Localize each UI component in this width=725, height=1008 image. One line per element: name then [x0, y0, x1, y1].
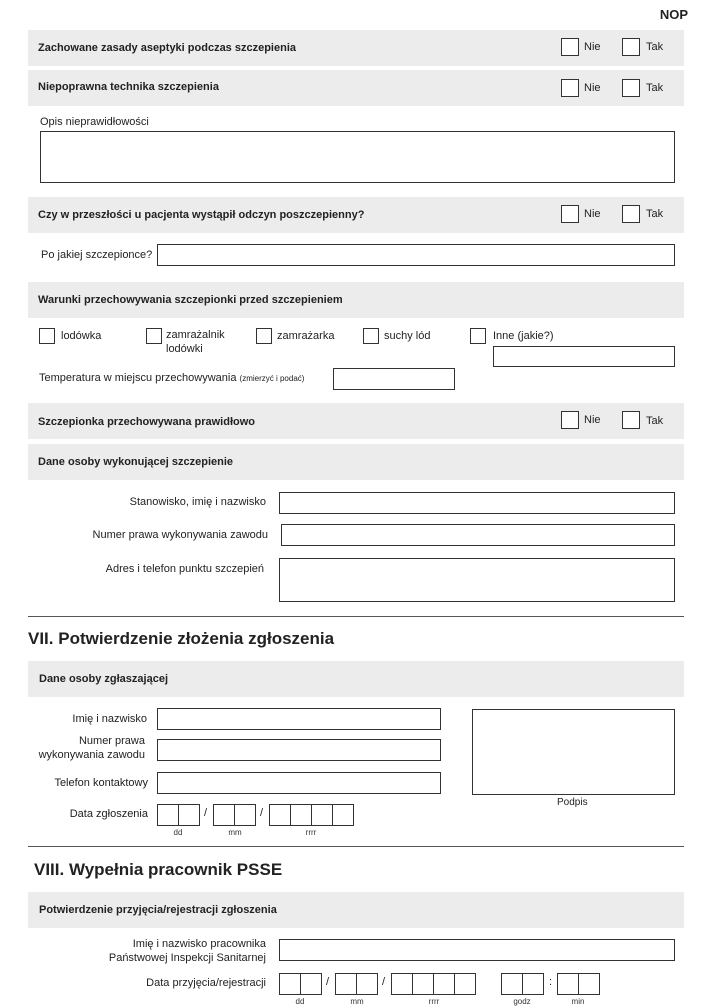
- opis-textarea[interactable]: [40, 131, 675, 183]
- technika-tak-checkbox[interactable]: [622, 79, 640, 97]
- reporter-date-d1[interactable]: [157, 804, 179, 826]
- reporter-date-dd-caption: dd: [173, 828, 183, 837]
- aseptyka-label: Zachowane zasady aseptyki podczas szczepienia: [38, 42, 296, 54]
- prawidlowo-label: Szczepionka przechowywana prawidłowo: [38, 416, 255, 428]
- registration-date-y4[interactable]: [454, 973, 476, 995]
- registration-hour-2[interactable]: [522, 973, 544, 995]
- temp-label-text: Temperatura w miejscu przechowywania: [39, 372, 237, 384]
- aseptyka-nie-label: Nie: [584, 41, 601, 53]
- technika-nie-label: Nie: [584, 82, 601, 94]
- zamrazalnik-line1: zamrażalnik: [166, 329, 225, 341]
- reporter-date-mm-caption: mm: [228, 828, 242, 837]
- temp-input[interactable]: [333, 368, 455, 390]
- inne-label: Inne (jakie?): [493, 330, 554, 342]
- reporter-phone-input[interactable]: [157, 772, 441, 794]
- reporter-date-d2[interactable]: [178, 804, 200, 826]
- position-label: Stanowisko, imię i nazwisko: [129, 496, 266, 508]
- psse-header-row: [28, 892, 684, 928]
- suchy-lod-checkbox[interactable]: [363, 328, 379, 344]
- technika-nie-checkbox[interactable]: [561, 79, 579, 97]
- reporter-license-label: [39, 734, 145, 762]
- odczyn-nie-label: Nie: [584, 208, 601, 220]
- reporter-phone-label: Telefon kontaktowy: [54, 777, 148, 789]
- inne-input[interactable]: [493, 346, 675, 367]
- address-input[interactable]: [279, 558, 675, 602]
- reporter-header: Dane osoby zgłaszającej: [39, 673, 168, 685]
- registration-date-label: Data przyjęcia/rejestracji: [146, 977, 266, 989]
- registration-date-y2[interactable]: [412, 973, 434, 995]
- reporter-date-m1[interactable]: [213, 804, 235, 826]
- license-label: Numer prawa wykonywania zawodu: [92, 529, 268, 541]
- temp-label: [39, 372, 304, 384]
- odczyn-tak-checkbox[interactable]: [622, 205, 640, 223]
- zamrazarka-checkbox[interactable]: [256, 328, 272, 344]
- vaccinator-header: Dane osoby wykonującej szczepienie: [38, 456, 234, 468]
- reporter-date-label: Data zgłoszenia: [69, 808, 148, 820]
- po-jakiej-input[interactable]: [157, 244, 675, 266]
- registration-date-d2[interactable]: [300, 973, 322, 995]
- section-divider-8: [28, 846, 684, 847]
- odczyn-tak-label: Tak: [646, 208, 664, 220]
- aseptyka-tak-checkbox[interactable]: [622, 38, 640, 56]
- reporter-date-slash-2: /: [260, 807, 264, 819]
- reporter-license-line2: wykonywania zawodu: [38, 749, 145, 761]
- employee-input[interactable]: [279, 939, 675, 961]
- address-label: Adres i telefon punktu szczepień: [105, 563, 264, 575]
- form-code: NOP: [659, 7, 688, 22]
- prawidlowo-tak-checkbox[interactable]: [622, 411, 640, 429]
- registration-date-m1[interactable]: [335, 973, 357, 995]
- odczyn-nie-checkbox[interactable]: [561, 205, 579, 223]
- zamrazalnik-label: [166, 328, 225, 356]
- opis-label: Opis nieprawidłowości: [40, 116, 149, 128]
- reporter-date-y2[interactable]: [290, 804, 312, 826]
- lodowka-checkbox[interactable]: [39, 328, 55, 344]
- section8-title: VIII. Wypełnia pracownik PSSE: [34, 860, 283, 879]
- section-divider-7: [28, 616, 684, 617]
- registration-time-colon: :: [549, 976, 553, 988]
- zamrazarka-label: zamrażarka: [277, 330, 335, 342]
- aseptyka-nie-checkbox[interactable]: [561, 38, 579, 56]
- storage-header-row: [28, 282, 684, 318]
- reporter-date-m2[interactable]: [234, 804, 256, 826]
- registration-date-y1[interactable]: [391, 973, 413, 995]
- reporter-date-rrrr-caption: rrrr: [305, 828, 317, 837]
- storage-header: Warunki przechowywania szczepionki przed szczepieniem: [38, 294, 343, 306]
- registration-rrrr-caption: rrrr: [428, 997, 440, 1006]
- license-input[interactable]: [281, 524, 675, 546]
- signature-box[interactable]: [472, 709, 675, 795]
- reporter-date-y4[interactable]: [332, 804, 354, 826]
- reporter-name-input[interactable]: [157, 708, 441, 730]
- section7-title: VII. Potwierdzenie złożenia zgłoszenia: [28, 629, 335, 648]
- employee-label-line2: Państwowej Inspekcji Sanitarnej: [108, 952, 266, 964]
- registration-godz-caption: godz: [513, 997, 531, 1006]
- suchy-lod-label: suchy lód: [384, 330, 431, 342]
- registration-date-y3[interactable]: [433, 973, 455, 995]
- registration-hour-1[interactable]: [501, 973, 523, 995]
- po-jakiej-label: Po jakiej szczepionce?: [41, 249, 153, 261]
- reporter-date-y1[interactable]: [269, 804, 291, 826]
- temp-note: (zmierzyć i podać): [239, 374, 305, 383]
- zamrazalnik-line2: lodówki: [166, 343, 203, 355]
- registration-mm-caption: mm: [350, 997, 364, 1006]
- registration-min-caption: min: [571, 997, 585, 1006]
- vaccinator-header-row: [28, 444, 684, 480]
- reporter-license-input[interactable]: [157, 739, 441, 761]
- registration-date-slash-2: /: [382, 976, 386, 988]
- reporter-name-label: Imię i nazwisko: [72, 713, 147, 725]
- registration-min-2[interactable]: [578, 973, 600, 995]
- psse-header: Potwierdzenie przyjęcia/rejestracji zgłoszenia: [39, 904, 277, 916]
- inne-checkbox[interactable]: [470, 328, 486, 344]
- reporter-header-row: [28, 661, 684, 697]
- prawidlowo-nie-checkbox[interactable]: [561, 411, 579, 429]
- lodowka-label: lodówka: [61, 330, 102, 342]
- registration-dd-caption: dd: [295, 997, 305, 1006]
- employee-label: [109, 937, 266, 965]
- reporter-date-y3[interactable]: [311, 804, 333, 826]
- registration-date-slash-1: /: [326, 976, 330, 988]
- odczyn-label: Czy w przeszłości u pacjenta wystąpił odczyn poszczepienny?: [38, 209, 365, 221]
- reporter-date-slash-1: /: [204, 807, 208, 819]
- signature-label: Podpis: [557, 797, 588, 808]
- technika-label: Niepoprawna technika szczepienia: [38, 81, 219, 93]
- registration-min-1[interactable]: [557, 973, 579, 995]
- employee-label-line1: Imię i nazwisko pracownika: [132, 938, 266, 950]
- registration-date-m2[interactable]: [356, 973, 378, 995]
- prawidlowo-nie-label: Nie: [584, 414, 601, 426]
- zamrazalnik-checkbox[interactable]: [146, 328, 162, 344]
- technika-tak-label: Tak: [646, 82, 664, 94]
- prawidlowo-tak-label: Tak: [646, 415, 664, 427]
- position-input[interactable]: [279, 492, 675, 514]
- aseptyka-tak-label: Tak: [646, 41, 664, 53]
- reporter-license-line1: Numer prawa: [78, 735, 145, 747]
- registration-date-d1[interactable]: [279, 973, 301, 995]
